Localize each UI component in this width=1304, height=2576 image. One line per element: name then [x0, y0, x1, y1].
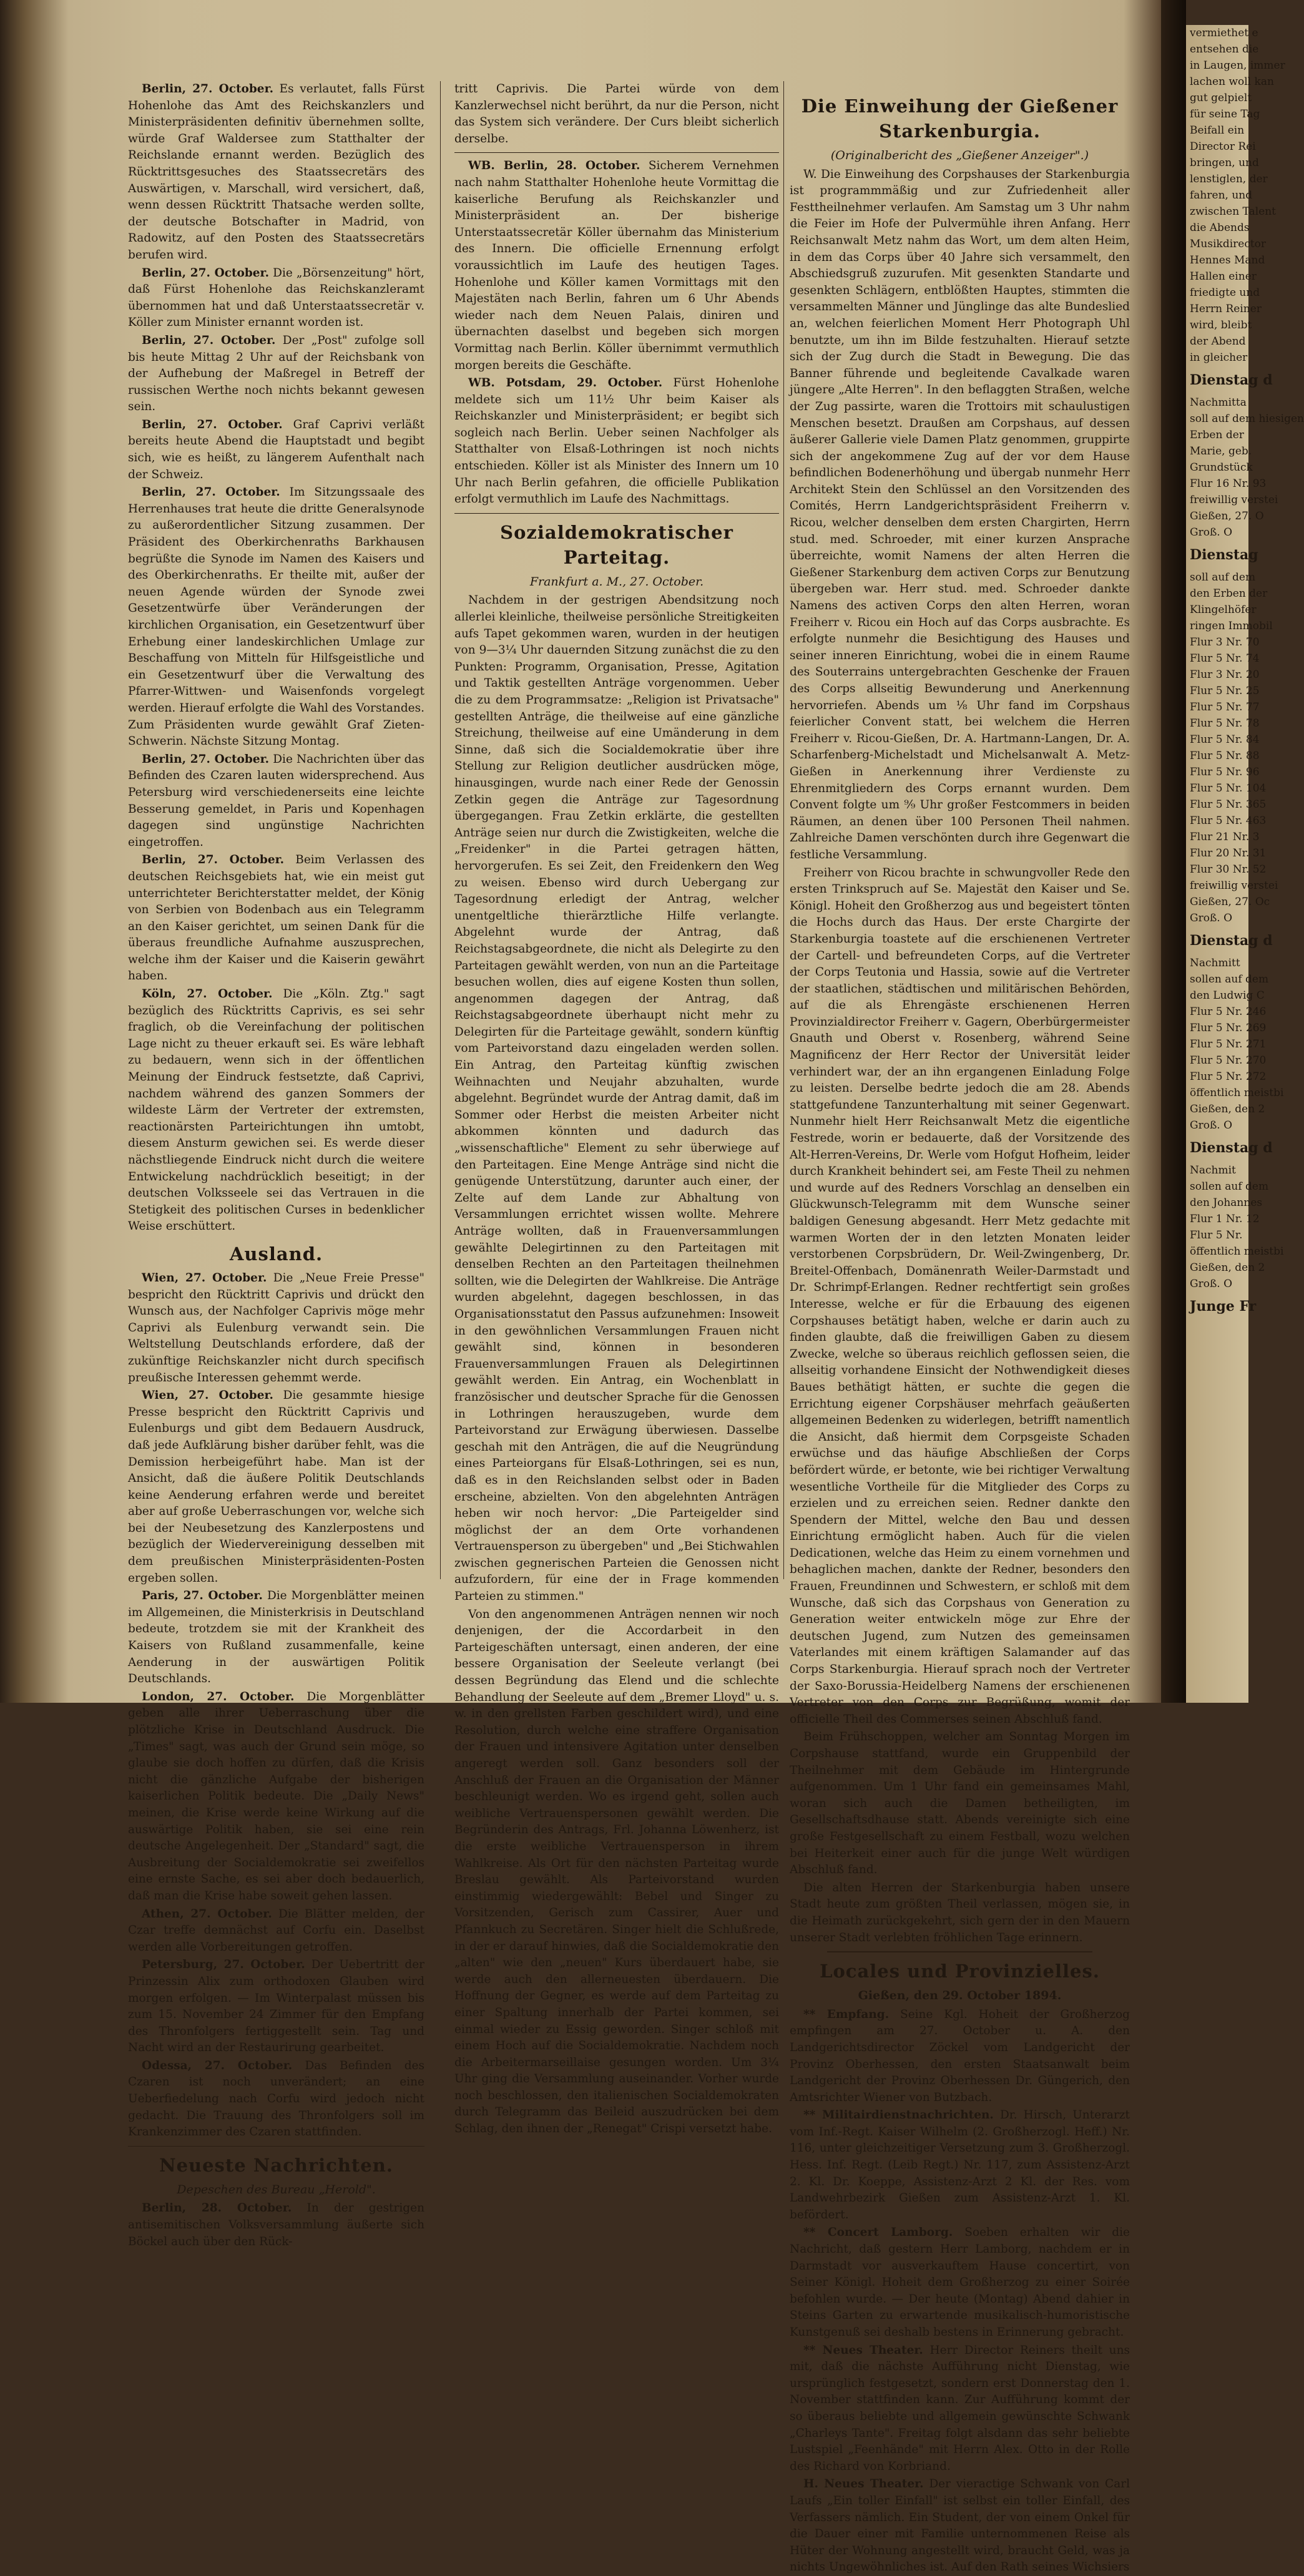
- edge-text-line: Flur 3 Nr. 70: [1190, 636, 1260, 649]
- dateline: Wien, 27. October.: [142, 1389, 273, 1403]
- divider: [827, 1951, 1092, 1952]
- edge-text-line: fahren, und: [1190, 189, 1253, 202]
- article-paragraph: [128, 484, 424, 750]
- section-subtitle: Depeschen des Bureau „Herold".: [177, 2182, 376, 2196]
- edge-text-line: Groß. O: [1190, 1119, 1233, 1132]
- article-paragraph: tritt Caprivis. Die Partei würde von dem Kanzlerwechsel nicht berührt, da nur die Person, nicht das System sich verändere. Der Curs bleibt sicherlich derselbe.: [454, 82, 779, 145]
- section-subtitle: (Originalbericht des „Gießener Anzeiger".): [830, 149, 1089, 162]
- article-paragraph: [790, 2476, 1130, 2576]
- article-text: Dr. Hirsch, Unterarzt vom Inf.-Regt. Kaiser Wilhelm (2. Großherzogl. Heff.) Nr. 116, unter gleichzeitiger Versetzung zum 3. Großherzogl. Hess. Inf. Regt. (Leib Regt.) Nr. 117, zum Assistenz-Arzt 2. Kl. Dr. Koeppe, Assistenz-Arzt 2 Kl. der Res. vom Landwehrbezirk Gießen zum Assistenz-Arzt 1. Kl. befördert.: [790, 2108, 1130, 2221]
- edge-text-line: freiwillig verstei: [1190, 494, 1278, 506]
- article-paragraph: Die alten Herren der Starkenburgia haben unsere Stadt heute zum größten Theil verlassen, mögen sie, in die Heimath zurückgekehrt, sich gern der in den Mauern unserer Stadt verlebten fröhlichen Tage erinnern.: [790, 1881, 1130, 1944]
- column-left: [128, 81, 425, 2248]
- article-paragraph: Beim Frühschoppen, welcher am Sonntag Morgen im Corpshause stattfand, wurde ein Gruppenbild der Theilnehmer mit dem Gebäude im Hintergrunde aufgenommen. Um 1 Uhr fand ein gemeinsames Mahl, woran sich auch die Damen betheiligten, im Gesellschaftsdhause statt. Abends vereinigte sich eine große Festgesellschaft zu einem Festball, wozu welchen bei Heiterkeit einer auch für die junge Welt würdigen Abschluß fand.: [790, 1730, 1130, 1877]
- dateline: Berlin, 27. October.: [142, 333, 276, 347]
- edge-text-line: wird, bleibt: [1190, 319, 1252, 331]
- article-text: Die gesammte hiesige Presse bespricht den Rücktritt Caprivis und Eulenburgs und gibt dem Bedauern Ausdruck, daß jede Aufklärung bisher darüber fehlt, was die Demission herbeigeführt habe. Man ist der Ansicht, daß die äußere Politik Deutschlands keine Aenderung erfahren werde und bereitet aber auf große Ueberraschungen vor, welche sich bei der Neubesetzung des Kanzlerpostens und bezüglich der Wiedervereinigung desselben mit dem preußischen Ministerpräsidenten-Posten ergeben sollen.: [128, 1389, 424, 1585]
- article-paragraph: [128, 2200, 424, 2250]
- article-paragraph: [454, 375, 779, 508]
- article-text: Graf Caprivi verläßt bereits heute Abend die Hauptstadt und begibt sich, wie es heißt, zu längerem Aufenthalt nach der Schweiz.: [128, 418, 424, 481]
- article-paragraph: Nachdem in der gestrigen Abendsitzung noch allerlei kleinliche, theilweise persönliche Streitigkeiten aufs Tapet gekommen waren, wurden in der heutigen von 9—3¼ Uhr dauernden Sitzung zunächst die zu den Punkten: Programm, Organisation, Presse, Agitation und Taktik gestellten Anträge vorgenommen. Ueber die zu dem Programmsatze: „Religion ist Privatsache" gestellten Anträge, die theilweise auf eine gänzliche Streichung, theilweise auf eine Umänderung in dem Sinne, daß sich die Socialdemokratie über ihre Stellung zur Religion deutlicher ausdrücken möge, hinausgingen, wurde nach einer Rede der Genossin Zetkin gegen die Anträge zur Tagesordnung übergegangen. Frau Zetkin erklärte, die gestellten Anträge seien nur durch die Zwistigkeiten, welche die „Freidenker" in die Partei getragen hätten, hervorgerufen. Es sei Zeit, den Freidenkern den Weg zu weisen. Ebenso wird durch Uebergang zur Tagesordnung erledigt der Antrag, welcher unentgeltliche thierärztliche Hilfe verlangte. Abgelehnt wurde der Antrag, daß Reichstagsabgeordnete, die nicht als Delegirte zu den Parteitagen gewählt werden, von nun an die Parteitage besuchen wollen, dies auf eigene Kosten thun sollen, angenommen dagegen der Antrag, daß Reichstagsabgeordnete überhaupt nicht mehr zu Delegirten für die Parteitage gewählt, sondern künftig vom Parteivorstand dazu eingeladen werden sollen. Ein Antrag, den Parteitag künftig zwischen Weihnachten und Neujahr abzuhalten, wurde abgelehnt. Begründet wurde der Antrag damit, daß im Sommer oder Herbst die meisten Arbeiter nicht abkommen könnten und dadurch das „wissenschaftliche" Element zu sehr überwiege auf den Parteitagen. Eine Menge Anträge sind nicht die genügende Unterstützung, darunter auch einer, der Zelte auf dem Lande zur Abhaltung von Versammlungen errichtet wissen wollte. Mehrere Anträge wollten, daß in Frauenversammlungen gewählte Delegirtinnen zu den Parteitagen mit denselben Rechten an den Parteitagen theilnehmen sollten, wie die Delegirten der Wahlkreise. Die Anträge wurden abgelehnt, dagegen beschlossen, in das Organisationsstatut den Passus aufzunehmen: Insoweit in den gewöhnlichen Versammlungen Frauen nicht gewählt sind, können in besonderen Frauenversammlungen Frauen als Delegirtinnen gewählt werden. Ein Antrag, ein Wochenblatt in französischer und deutscher Sprache für die Genossen in Lothringen herauszugeben, wurde dem Parteivorstand zur Erwägung überwiesen. Dasselbe geschah mit den Anträgen, die auf die Neugründung eines Parteiorgans für Elsaß-Lothringen, sei es nun, daß es in den Reichslanden selbst oder in Baden erscheine, abzielten. Von den abgelehnten Anträgen heben wir noch hervor: „Die Parteigelder sind möglichst der an dem Orte vorhandenen Vertrauensperson zu übergeben" und „Bei Stichwahlen zwischen gegnerischen Parteien die Genossen nicht aufzufordern, für eine der in Frage kommenden Parteien zu stimmen.": [454, 594, 780, 1604]
- edge-text-line: die Abends: [1190, 222, 1250, 234]
- article-text: Es verlautet, falls Fürst Hohenlohe das Amt des Reichskanzlers und Ministerpräsidenten definitiv übernehmen sollte, würde Graf Waldersee zum Statthalter der Reichslande ernannt werden. Bezüglich des Rücktrittsgesuches des Staatssecretärs des Auswärtigen, v. Marschall, wird versichert, daß, wenn dessen Rücktritt Thatsache werden sollte, der deutsche Botschafter in Madrid, von Radowitz, auf den Posten des Staatssecretärs berufen wird.: [128, 82, 424, 262]
- edge-text-line: Flur 5 Nr. 365: [1190, 798, 1267, 811]
- edge-text-line: Hallen einer: [1190, 270, 1257, 283]
- article-text: Die „Neue Freie Presse" bespricht den Rücktritt Caprivis und drückt den Wunsch aus, der Nachfolger Caprivis möge mehr Caprivi als Eulenburg verwandt sein. Die Weltstellung Deutschlands erfordere, daß der zukünftige Reichskanzler nicht durch specifisch preußische Interessen gehemmt werde.: [128, 1271, 424, 1384]
- edge-text-line: Grundstück: [1190, 461, 1253, 474]
- article-text: Seine Kgl. Hoheit der Großherzog empfingen am 27. October u. A. den Landgerichtsdirector Zöckel vom Landgericht der Provinz Oberhessen, den ersten Staatsanwalt beim Landgericht der Provinz Oberhessen Dr. Güngerich, den Amtsrichter Wiener von Butzbach.: [790, 2007, 1130, 2104]
- article-paragraph: Von den angenommenen Anträgen nennen wir noch denjenigen, der die Accordarbeit in den Parteigeschäften untersagt, einen anderen, der eine bessere Organisation der Seeleute verlangt (bei dessen Begründung das Elend und die schlechte Behandlung der Seeleute auf dem „Bremer Lloyd" u. s. w. in den grellsten Farben geschildert wird), und eine Resolution, durch welche eine straffere Organisation der Frauen und intensivere Agitation unter denselben angeregt werden soll. Ganz besonders soll der Anschluß der Frauen an die Organisation der Männer beschleunigt werden. Wo es irgend geht, sollen auch weibliche Vertrauenspersonen gewählt werden. Die Begründerin des Antrags, Frl. Johanna Löwenherz, ist die erste weibliche Vertrauensperson in ihrem Wahlkreise. Als Ort für den nächsten Parteitag wurde Breslau gewählt. Als Parteivorstand wurden einstimmig wiedergewählt: Bebel und Singer zu Vorsitzenden, Gerisch zum Cassirer, Auer und Pfannkuch zu Secretären. Singer hielt die Schlußrede, in der er darauf hinwies, daß die Socialdemokratie den „alten" wie den „neuen" Kurs überdauert habe, sie werde auch den allerneuesten überdauern. Die Hoffnung der Gegner, es werde auf dem Parteitag zu einer Spaltung innerhalb der Partei kommen, sei einmal wieder zu Essig geworden. Singer schloß mit einem Hoch auf die Socialdemokratie. Nachdem noch die Arbeitermarseillaise gesungen worden. Um 3¼ Uhr ging die Versammlung auseinander. Vorher wurde noch beschlossen, den italienischen Socialdemokraten durch Telegramm das Beileid auszudrücken bei dem Schlag, den ihnen der „Renegat" Crispi versetzt habe.: [454, 1607, 779, 2136]
- divider: [454, 152, 779, 153]
- section-title-parteitag: Sozialdemokratischer Parteitag.: [500, 521, 733, 568]
- dateline: Berlin, 27. October.: [142, 486, 280, 499]
- edge-text-line: Erben der: [1190, 429, 1244, 441]
- article-paragraph: [128, 2058, 424, 2141]
- edge-text-line: Director Rei: [1190, 140, 1256, 153]
- edge-text-line: öffentlich meistbi: [1190, 1245, 1284, 1258]
- edge-text-line: den Johannes: [1190, 1197, 1263, 1209]
- dateline: Berlin, 27. October.: [142, 853, 285, 867]
- divider: [454, 513, 779, 514]
- edge-text-line: sollen auf dem: [1190, 973, 1269, 986]
- article-text: Die „Börsenzeitung" hört, daß Fürst Hohenlohe das Reichskanzleramt übernommen hat und daß Unterstaatssecretär v. Köller zum Minister ernannt worden ist.: [128, 266, 424, 330]
- article-paragraph: [128, 1270, 424, 1386]
- article-paragraph: [128, 1957, 424, 2057]
- edge-text-line: Flur 5 Nr. 463: [1190, 815, 1267, 827]
- dateline: Athen, 27. October.: [142, 1907, 272, 1921]
- dateline: ** Militairdienstnachrichten.: [803, 2108, 994, 2122]
- edge-text-line: Flur 5 Nr. 271: [1190, 1038, 1267, 1050]
- edge-text-line: Flur 5 Nr. 272: [1190, 1070, 1267, 1083]
- edge-text-line: Flur 5 Nr. 77: [1190, 701, 1260, 713]
- article-text: Beim Verlassen des deutschen Reichsgebiets hat, wie ein meist gut unterrichteter Berichterstatter meldet, der König von Serbien von Bodenbach aus ein Telegramm an den Kaiser gerichtet, um seinen Dank für die überaus freundliche Aufnahme auszusprechen, welche ihm der Kaiser und die Kaiserin gewährt haben.: [128, 853, 424, 983]
- dateline: Odessa, 27. October.: [142, 2059, 293, 2072]
- edge-text-line: Flur 5 Nr. 246: [1190, 1006, 1267, 1018]
- edge-text-line: entsehen die: [1190, 43, 1259, 56]
- edge-text-line: Flur 16 Nr. 93: [1190, 477, 1267, 490]
- edge-text-line: in Laugen, immer: [1190, 59, 1285, 72]
- dateline: WB. Potsdam, 29. October.: [468, 376, 663, 390]
- edge-text-line: Groß. O: [1190, 1278, 1233, 1290]
- edge-text-line: lenstiglen, der: [1190, 173, 1268, 185]
- article-paragraph: [128, 986, 424, 1235]
- article-paragraph: W. Die Einweihung des Corpshauses der Starkenburgia ist programmmäßig und zur Zufriedenheit aller Festtheilnehmer verlaufen. Am Samstag um 3 Uhr nahm die Feier im Hofe der Pulvermühle ihren Anfang. Herr Reichsanwalt Metz nahm das Wort, um dem alten Heim, in dem das Corps über 40 Jahre sich versammelt, den Abschiedsgruß zuzurufen. Mit gesenkten Standarte und gesenkten Schlägern, entblößten Hauptes, stimmten die versammelten Männer und Jünglinge das alte Bundeslied an, welchen feierlichen Moment Herr Photograph Uhl benutzte, um ihn im Bilde festzuhalten. Hierauf setzte sich der Zug durch die Stadt in Bewegung. Die das Banner führende und begleitende Cavalkade waren jüngere „Alte Herren". In den beflaggten Straßen, welche der Zug passirte, waren die Trottoirs mit schaulustigen Menschen besetzt. Draußen am Corpshaus, auf dessen äußerer Gallerie viele Damen Platz genommen, gruppirte sich der angekommene Zug auf der vor dem Hause befindlichen Bodenerhöhung und übergab nunmehr Herr Architekt Stein den Schlüssel an den Vorsitzenden des Comités, Herrn Landgerichtspräsident Freiherrn v. Ricou, welcher denselben dem ersten Chargirten, Herrn stud. med. Schroeder, mit einer kurzen Ansprache überreichte, womit Namens der alten Herren die Gießener Starkenburg dem activen Corps zur Benutzung übergeben war. Herr stud. med. Schroeder dankte Namens des activen Corps den alten Herren, woran Freiherr v. Ricou ein Hoch auf das Corps ausbrachte. Es erfolgte nunmehr die Besichtigung des Hauses und seiner inneren Einrichtung, wobei die in einem Raume des Souterrains untergebrachten Geschenke der Frauen des Corps allseitig Bewunderung und Anerkennung hervorriefen. Abends um ⅛ Uhr fand im Corpshaus feierlicher Convent statt, bei welchem die Herren Freiherr v. Ricou-Gießen, Dr. A. Hartmann-Langen, Dr. A. Scharfenberg-Michelstadt und Michelsanwalt A. Metz-Gießen in Anerkennung ihrer Verdienste zu Ehrenmitgliedern des Corps ernannt wurden. Dem Convent folgte um ⁹⁄₉ Uhr großer Festcommers in beiden Räumen, an denen über 100 Personen Theil nahmen. Zahlreiche Damen verschönten durch ihre Gegenwart die festliche Versammlung.: [790, 167, 1130, 861]
- article-text: Die Morgenblätter geben alle ihrer Ueberraschung über die plötzliche Krise in Deutschland Ausdruck. Die „Times" sagt, was auch der Grund sein möge, so glaube sie doch hoffen zu dürfen, daß die Krisis nicht die gänzliche Aufgabe der bisherigen kaiserlichen Politik bedeute. Die „Daily News" meinen, die Krise werde keine Wirkung auf die auswärtige Politik haben, sie sei eine rein deutsche Angelegenheit. Der „Standard" sagt, die Ausbreitung der Socialdemokratie sei zweifellos eine ernste Sache, es sei aber doch bedauerlich, daß man die Krise habe soweit gehen lassen.: [128, 1690, 424, 1903]
- edge-text-line: ringen Immobil: [1190, 620, 1273, 632]
- edge-text-line: Flur 5 Nr. 269: [1190, 1022, 1267, 1034]
- edge-text-line: Nachmitta: [1190, 396, 1247, 409]
- article-paragraph: [128, 752, 424, 851]
- article-paragraph: [128, 265, 424, 331]
- edge-text-line: Flur 21 Nr. 3: [1190, 831, 1260, 843]
- edge-text-line: Groß. O: [1190, 912, 1233, 924]
- edge-text-line: soll auf dem hiesigen: [1190, 413, 1304, 425]
- dateline: Berlin, 28. October.: [142, 2201, 292, 2215]
- edge-text-line: Gießen, den 2: [1190, 1103, 1265, 1115]
- edge-text-line: Flur 5 Nr. 74: [1190, 652, 1260, 665]
- edge-text-line: gut gelpielt: [1190, 92, 1252, 104]
- section-dateline: Frankfurt a. M., 27. October.: [529, 574, 704, 589]
- article-paragraph: [128, 852, 424, 985]
- article-text: Herr Director Reiners theilt uns mit, daß die nächste Aufführung nicht Dienstag, wie ursprünglich festgesetzt, sondern erst Donnerstag den 1. November stattfinden kann. Zur Aufführung kommt der so überaus beliebte und allgemein gewünschte Schwank „Charleys Tante". Freitag folgt alsdann das sehr beliebte Lustspiel „Feenhände" mit Herrn Alex. Otto in der Rolle des Richard von Korbriand.: [790, 2343, 1130, 2473]
- article-text: Der Uebertritt der Prinzessin Alix zum orthodoxen Glauben wird morgen erfolgen. — Im Winterpalast müssen bis zum 15. November 24 Zimmer für den Empfang des Thronfolgers fertiggestellt sein. Tag und Nacht wird an der Restaurirung gearbeitet.: [128, 1958, 425, 2055]
- section-title-ausland: Ausland.: [229, 1243, 323, 1265]
- edge-text-line: Hennes Mand: [1190, 254, 1265, 267]
- edge-text-line: den Ludwig C: [1190, 989, 1265, 1002]
- dateline: London, 27. October.: [142, 1690, 295, 1703]
- dateline: Berlin, 27. October.: [142, 418, 283, 431]
- article-text: Der vieractige Schwank von Carl Laufs „Ein toller Einfall" ist selbst ein toller Einfall, des Verfassers nämlich. Ein Student, der von einem Onkel für die Dauer einer mit Familie unternommenen Reise als Hüter der Wohnung angestellt wird, braucht Geld, was ja nichts Ungewöhnliches ist. Auf den Rath seines Wichsiers: [790, 2477, 1130, 2574]
- adjacent-page-edge: [1186, 25, 1304, 1703]
- edge-text-line: Flur 5 Nr. 270: [1190, 1054, 1267, 1067]
- edge-text-line: Beifall ein: [1190, 124, 1245, 137]
- article-paragraph: [128, 333, 424, 416]
- column-rule: [440, 81, 441, 1579]
- dateline: Berlin, 27. October.: [142, 752, 270, 766]
- dateline: WB. Berlin, 28. October.: [468, 159, 640, 173]
- article-paragraph: [790, 2107, 1130, 2223]
- section-dateline: Gießen, den 29. October 1894.: [858, 1989, 1062, 2003]
- edge-text-line: Flur 5 Nr. 88: [1190, 750, 1260, 762]
- edge-text-line: Flur 5 Nr. 78: [1190, 717, 1260, 730]
- edge-text-line: Flur 1 Nr. 12: [1190, 1213, 1260, 1225]
- dateline: Wien, 27. October.: [142, 1271, 267, 1285]
- dateline: ** Empfang.: [803, 2007, 890, 2021]
- article-paragraph: [454, 158, 779, 374]
- section-title-locales: Locales und Provinzielles.: [820, 1961, 1100, 1982]
- edge-text-line: soll auf dem: [1190, 571, 1256, 584]
- edge-text-line: Marie, geb.: [1190, 445, 1252, 458]
- edge-text-line: bringen, und: [1190, 157, 1259, 169]
- edge-text-line: Flur 30 Nr. 52: [1190, 863, 1267, 876]
- edge-text-line: Klingelhöfer: [1190, 604, 1257, 616]
- edge-text-line: Musikdirector: [1190, 238, 1267, 250]
- dateline: Berlin, 27. October.: [142, 266, 270, 280]
- article-paragraph: [790, 2007, 1130, 2107]
- article-text: In der gestrigen antisemitischen Volksversammlung äußerte sich Böckel auch über den Rück-: [128, 2201, 424, 2248]
- article-text: Sicherem Vernehmen nach nahm Statthalter Hohenlohe heute Vormittag die kaiserliche Berufung als Reichskanzler und Ministerpräsident an. Der bisherige Unterstaatssecretär Köller übernahm das Ministerium des Innern. Die officielle Ernennung erfolgt voraussichtlich im Laufe des heutigen Tages. Hohenlohe und Köller kamen Vormittags mit den Majestäten nach Berlin, fahren um 6 Uhr Abends wieder nach dem Neuen Palais, diniren und übernachten daselbst und begeben sich morgen Vormittag nach Berlin. Köller übernimmt vermuthlich morgen bereits die Geschäfte.: [454, 159, 779, 372]
- dateline: Berlin, 27. October.: [142, 82, 274, 95]
- section-title-einweihung: Die Einweihung der Gießener Starkenburgia.: [801, 95, 1119, 142]
- edge-text-line: Gießen, den 2: [1190, 1261, 1265, 1274]
- edge-text-line: Flur 20 Nr. 31: [1190, 847, 1267, 859]
- edge-text-line: Flur 3 Nr. 20: [1190, 668, 1260, 681]
- edge-text-line: friedigte und: [1190, 286, 1260, 299]
- edge-text-line: Flur 5 Nr. 104: [1190, 782, 1267, 795]
- edge-text-line: den Erben der: [1190, 587, 1268, 600]
- book-gutter: [1161, 0, 1186, 1703]
- edge-heading: Dienstag d: [1190, 933, 1273, 949]
- article-paragraph: [790, 2225, 1130, 2341]
- article-text: Das Befinden des Czaren ist noch unverändert; an eine Ueberfiedelung nach Corfu wird jedoch nicht gedacht. Die Trauung des Thronfolgers soll im Krankenzimmer des Czaren stattfinden.: [128, 2059, 424, 2139]
- article-paragraph: Freiherr von Ricou brachte in schwungvoller Rede den ersten Trinkspruch auf Se. Majestät den Kaiser und Se. Königl. Hoheit den Großherzog aus und begeistert tönten die Hochs durch das Haus. Der erste Chargirte der Starkenburgia toastete auf die erschienenen Vertreter der Cartell- und befreundeten Corps, auf die Vertreter der Corps Teutonia und Hassia, sowie auf die Vertreter der staatlichen, städtischen und militärischen Behörden, auf die als Ehrengäste erschienenen Herren Provinzialdirector Freiherr v. Gagern, Oberbürgermeister Gnauth und Oberst v. Rosenberg, während Seine Magnificenz der Herr Rector der Universität leider verhindert war, der an ihn ergangenen Einladung Folge zu leisten. Derselbe bedrte jedoch die am 28. Abends stattgefundene Tanzunterhaltung mit seiner Gegenwart. Nunmehr hielt Herr Reichsanwalt Metz die eigentliche Festrede, worin er bedauerte, daß der Vorsitzende des Alt-Herren-Vereins, Dr. Werle vom Hofgut Hofheim, leider durch Krankheit behindert sei, am Feste Theil zu nehmen und wurde auf des Redners Vorschlag an denselben ein Glückwunsch-Telegramm mit dem Wunsche seiner baldigen Genesung abgesandt. Herr Metz gedachte mit warmen Worten der in den letzten Monaten leider verstorbenen Corpsbrüdern, Dr. Weil-Zwingenberg, Dr. Breitel-Offenbach, Domänenrath Weiler-Darmstadt und Dr. Schrimpf-Erlangen. Redner rechtfertigt sein großes Interesse, welche er für die Erbauung des eigenen Corpshauses betätigt haben, welche er darin auch zu finden glaubte, daß die freiwilligen Gaben zu diesem Zwecke, welche so überaus reichlich geflossen seien, die allseitig vorhandene Einsicht der Nothwendigkeit dieses Baues bethätigt hätten, er suchte die gegen die Errichtung eigener Corpshäuser mehrfach geäußerten allgemeinen Bedenken zu widerlegen, betrifft namentlich die Ansicht, daß hiermit dem Corpsgeiste Schaden erwüchse und das häufige Abschließen der Corps befördert würde, er betonte, wie bei richtiger Verwaltung wesentliche Vortheile für die Mitglieder des Corps zu erzielen und zu erreichen seien. Redner dankte den Spendern der Mittel, welche den Bau und dessen Einrichtung ermöglicht haben. Auch für die vielen Dedicationen, welche das Heim zu einem vornehmen und behaglichen machen, dankte der Redner, besonders den Frauen, Freundinnen und Schwestern, er schloß mit dem Wunsche, daß sich das Corpshaus von Generation zu Generation weiter entwickeln möge zur Ehre der deutschen Jugend, zum Nutzen des gemeinsamen Vaterlandes mit einem kräftigen Salamander auf das Corps Starkenburgia. Hierauf sprach noch der Vertreter der Saxo-Borussia-Heidelberg Namens der erschienenen Vertreter von den Corps zur Begrüßung, womit der officielle Theil des Commerses seinen Abschluß fand.: [790, 866, 1130, 1726]
- article-text: Im Sitzungssaale des Herrenhauses trat heute die dritte Generalsynode zu außerordentlicher Sitzung zusammen. Der Präsident des Oberkirchenraths Barkhausen begrüßte die Synode im Namen des Kaisers und des Oberkirchenraths. Er theilte mit, außer der neuen Agende würden der Synode zwei Gesetzentwürfe über Veränderungen der kirchlichen Organisation, ein Gesetzentwurf über Erhebung einer landeskirchlichen Umlage zur Beschaffung von Mitteln für Hilfsgeistliche und ein Gesetzentwurf über die Verwaltung des Pfarrer-Wittwen- und Waisenfonds vorgelegt werden. Hierauf erfolgte die Wahl des Vorstandes. Zum Präsidenten wurde gewählt Graf Zieten-Schwerin. Nächste Sitzung Montag.: [128, 486, 424, 748]
- edge-text-line: freiwillig verstei: [1190, 879, 1278, 892]
- column-right: [790, 87, 1130, 2574]
- edge-text-line: Gießen, 27. O: [1190, 510, 1264, 522]
- article-text: Die Blätter melden, der Czar treffe demnächst auf Corfu ein. Daselbst werden alle Vorbereitungen getroffen.: [128, 1907, 424, 1954]
- divider: [128, 2146, 424, 2147]
- dateline: Petersburg, 27. October.: [142, 1958, 305, 1972]
- article-text: Soeben erhalten wir die Nachricht, daß gestern Herr Lamborg, nachdem er in Darmstadt vor ausverkauftem Hause concertirt, von Seiner Königl. Hoheit dem Großherzog zu einer Soirée befohlen wurde. — Der heute (Montag) Abend dahier in Steins Garten zu erwartende musikalisch-humoristische Kunstgenuß sei deshalb bestens in Erinnerung gebracht.: [790, 2226, 1130, 2339]
- edge-text-line: Groß. O: [1190, 526, 1233, 539]
- dateline: Köln, 27. October.: [142, 987, 273, 1001]
- edge-text-line: Flur 5 Nr. 25: [1190, 685, 1260, 697]
- article-paragraph: [128, 81, 424, 264]
- edge-heading: Dienstag: [1190, 547, 1258, 563]
- edge-text-line: Nachmit: [1190, 1164, 1236, 1177]
- edge-text-line: zwischen Talent: [1190, 205, 1276, 218]
- article-text: Die „Köln. Ztg." sagt bezüglich des Rücktritts Caprivis, es sei sehr fraglich, ob die Vereinfachung der politischen Lage nicht zu theuer erkauft sei. Es wäre lebhaft zu bedauern, wenn sich in der öffentlichen Meinung der Eindruck festsetzte, daß Caprivi, nachdem während des ganzen Sommers der wildeste Lärm der Vertreter der extremsten, reactionärsten Parteirichtungen ihn umtobt, diesem Ansturm gewichen sei. Es werde dieser nächstliegende Eindruck nicht durch die weitere Entwickelung nachdrücklich beseitigt; in der deutschen Volksseele sei das Vertrauen in die Stetigkeit des politischen Curses in bedenklicher Weise erschüttert.: [128, 987, 424, 1233]
- edge-heading: Junge Fr: [1190, 1298, 1257, 1315]
- edge-text-line: Gießen, 27. Oc: [1190, 896, 1270, 908]
- edge-text-line: der Abend: [1190, 335, 1246, 348]
- edge-heading: Dienstag d: [1190, 1140, 1273, 1156]
- edge-text-line: Nachmitt: [1190, 957, 1240, 969]
- article-paragraph: [128, 417, 424, 483]
- edge-text-line: in gleicher: [1190, 351, 1248, 364]
- article-text: Die Nachrichten über das Befinden des Czaren lauten widersprechend. Aus Petersburg wird verschiedenerseits eine leichte Besserung gemeldet, in Paris und Kopenhagen dagegen sind ungünstige Nachrichten eingetroffen.: [128, 752, 424, 849]
- edge-text-line: lachen woll kan: [1190, 76, 1274, 88]
- edge-text-line: sollen auf dem: [1190, 1180, 1269, 1193]
- dateline: ** Neues Theater.: [803, 2343, 923, 2357]
- article-paragraph: [128, 1906, 424, 1956]
- dateline: H. Neues Theater.: [803, 2477, 924, 2491]
- section-title-neueste: Neueste Nachrichten.: [159, 2154, 393, 2176]
- article-paragraph: [128, 1388, 424, 1587]
- article-paragraph: [790, 2343, 1130, 2476]
- article-paragraph: [128, 1588, 424, 1688]
- column-rule: [783, 81, 784, 1579]
- edge-text-line: vermiethet e: [1190, 27, 1258, 39]
- edge-heading: Dienstag d: [1190, 372, 1273, 388]
- article-text: Die Morgenblätter meinen im Allgemeinen, die Ministerkrisis in Deutschland bedeute, trotzdem sie mit der Krankheit des Kaisers von Rußland zusammenfalle, keine Aenderung in der auswärtigen Politik Deutschlands.: [128, 1589, 424, 1686]
- edge-text-line: Flur 5 Nr. 84: [1190, 733, 1260, 746]
- article-text: Fürst Hohenlohe meldete sich um 11½ Uhr beim Kaiser als Reichskanzler und Ministerpräsident; er begibt sich sogleich nach Berlin. Ueber seinen Nachfolger als Statthalter von Elsaß-Lothringen ist noch nichts entschieden. Köller ist als Minister des Innern um 10 Uhr nach Berlin gefahren, die officielle Publikation erfolgt vermuthlich im Laufe des Nachmittags.: [454, 376, 779, 506]
- dateline: ** Concert Lamborg.: [803, 2226, 953, 2240]
- edge-text-line: öffentlich meistbi: [1190, 1087, 1284, 1099]
- edge-text-line: für seine Tag: [1190, 108, 1260, 120]
- dateline: Paris, 27. October.: [142, 1589, 263, 1603]
- article-text: Der „Post" zufolge soll bis heute Mittag 2 Uhr auf der Reichsbank von der Aufhebung der Maßregel in Betreff der russischen Werthe noch nichts bekannt gewesen sein.: [128, 333, 424, 414]
- column-middle: [454, 81, 780, 2136]
- article-paragraph: [128, 1689, 424, 1905]
- edge-text-line: Flur 5 Nr. 96: [1190, 766, 1260, 778]
- edge-text-line: Flur 5 Nr.: [1190, 1229, 1243, 1241]
- edge-text-line: Herrn Reiner: [1190, 303, 1262, 315]
